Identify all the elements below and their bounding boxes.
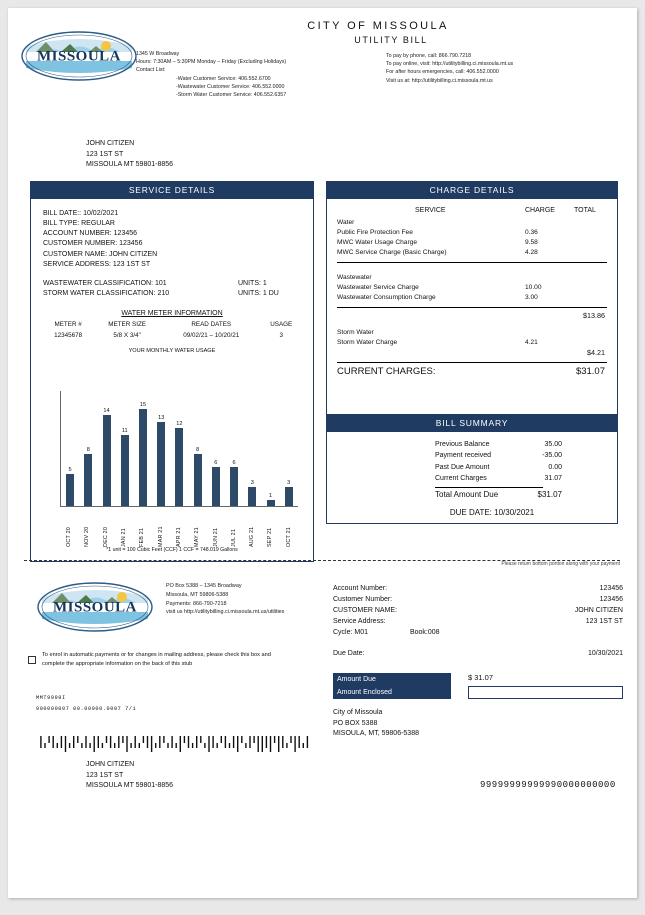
charge-row [337,238,607,248]
charge-row-amount: 3.00 [525,294,538,302]
customer-name-top: JOHN CITIZEN [86,140,135,147]
bill-summary-row [327,473,617,484]
chart-bar-column [153,391,170,506]
chart-bar [267,500,275,507]
bill-type: BILL TYPE: REGULAR [43,220,115,228]
charge-group-name: Storm Water [337,329,374,337]
service-address: SERVICE ADDRESS: 123 1ST ST [43,260,151,268]
chart-bar [66,474,74,507]
charge-row-label: MWC Service Charge (Basic Charge) [337,249,447,257]
chart-x-label: SEP 21 [267,527,274,547]
chart-bar [157,422,165,507]
chart-x-label: OCT 20 [66,527,73,547]
chart-x-label: JUN 21 [212,527,219,547]
amount-enclosed-label: Amount Enclosed [337,689,392,696]
amount-due-value: $ 31.07 [468,673,494,682]
chart-x-axis-labels [60,509,298,547]
missoula-logo [20,30,138,82]
charge-header-charge: CHARGE [525,207,555,214]
current-charges-value: $31.07 [575,366,605,378]
customer-street-bottom: 123 1ST ST [86,771,124,779]
wastewater-classification-label: WASTEWATER CLASSIFICATION: 101 [43,279,167,287]
chart-bar-value: 8 [196,447,200,453]
chart-bar-value: 1 [268,492,273,499]
service-details-body [30,199,314,562]
charge-row-label: Storm Water Charge [337,339,398,347]
account-number: ACCOUNT NUMBER: 123456 [43,230,138,238]
bill-summary-row [327,462,617,473]
charge-row [337,283,607,293]
stub-missoula-logo [36,581,154,633]
service-details-panel [30,181,314,562]
charge-details-panel [326,181,618,427]
bill-summary-row-label: Past Due Amount [435,463,490,471]
customer-address-top [86,139,173,171]
contact-water: -Water Customer Service: 406.552.6700 [176,75,271,82]
autopay-enrol-checkbox[interactable] [28,656,36,664]
visit-us: Visit us at: http://utilitybilling.ci.missoula.mt.us [386,77,493,84]
office-address: 1345 W Broadway [136,51,180,57]
meter-header-readdates: READ DATES [191,321,232,329]
meter-header-size: METER SIZE [108,321,147,329]
micr-line: 99999999999990000000000 [480,780,616,790]
charge-group-name: Water [337,219,355,226]
chart-note: *1 unit = 100 Cubic Feet (CCF) 1 CCF = 748.019 Gallons [106,547,238,553]
chart-bar [84,454,92,506]
charge-header-total: TOTAL [574,207,596,214]
chart-x-label: FEB 21 [139,527,146,547]
chart-title: YOUR MONTHLY WATER USAGE [128,348,216,355]
chart-bar [285,487,293,507]
svg-text:MISSOULA: MISSOULA [52,599,138,616]
charge-group-name: Wastewater [337,274,372,282]
chart-x-label: NOV 20 [84,526,91,547]
chart-bar-column [280,391,297,506]
charge-row-amount: 9.58 [525,239,538,247]
stub-visit-url: visit us http://utilitybilling.ci.missoula.mt.us/utilities [166,609,285,616]
postal-barcode [38,734,313,754]
tear-note: Please return bottom portion along with your payment [501,561,620,567]
current-charges-divider [337,362,607,363]
customer-address-bottom [86,760,173,792]
chart-bar-column [80,391,97,506]
stub-customer-name-label: CUSTOMER NAME: [333,606,398,614]
ocr-line-2: 900000007 00.00000.0007 7/1 [36,706,137,712]
title-block [248,20,508,45]
amount-enclosed-input[interactable] [468,686,623,699]
stub-service-address-label: Service Address: [333,617,386,625]
table-row [43,332,301,339]
bill-summary-row [327,450,617,461]
autopay-enrol-text: To enrol in automatic payments or for changes in mailing address, please check this box and complete the appropriate information on the back of this stub [42,652,271,667]
chart-bar-value: 11 [121,427,128,434]
meter-size-value: 5/8 X 3/4" [113,332,141,340]
charge-row [337,248,607,258]
chart-bar-column [189,391,206,506]
bill-summary-title: BILL SUMMARY [326,414,618,432]
bill-date: BILL DATE:: 10/02/2021 [43,210,119,217]
charge-group-subtotal-value: $4.21 [587,348,605,358]
chart-x-label: AUG 21 [249,526,256,547]
stub-account-info [333,584,623,657]
office-hours: Hours: 7:30AM – 5:30PM Monday – Friday (Excluding Holidays) [136,59,287,66]
stub-account-number-row [333,584,623,595]
chart-bar [212,467,220,506]
current-charges-label: CURRENT CHARGES: [337,366,436,378]
chart-bar [230,467,238,506]
chart-bar-value: 12 [176,421,183,427]
chart-x-label: MAR 21 [157,526,164,547]
current-charges-row [337,366,607,377]
charge-group-divider [337,262,607,263]
stub-customer-name-row [333,606,623,617]
stub-payments-phone: Payments: 866-790-7218 [166,600,227,607]
stormwater-units: UNITS: 1 DU [238,289,279,297]
chart-bar-value: 8 [86,447,90,453]
chart-bar-value: 13 [158,414,165,421]
bill-summary-panel [326,414,618,524]
payment-info [386,52,626,85]
stub-customer-number-value: 123456 [599,595,623,603]
chart-plot-area [60,391,298,507]
chart-bar-column [98,391,115,506]
stub-service-address-value: 123 1ST ST [585,617,623,625]
company-title: CITY OF MISSOULA [307,20,449,32]
total-amount-due-value: $31.07 [537,490,562,500]
charge-table-header [337,207,607,218]
charge-group-subtotal-value: $13.86 [583,311,605,321]
remit-po-box: PO BOX 5388 [333,719,378,727]
stub-due-date-row [333,650,623,657]
bill-summary-row-value: -35.00 [542,452,562,460]
chart-bar-value: 15 [139,401,147,408]
chart-x-label: JUL 21 [230,528,237,547]
bill-summary-body [326,432,618,524]
customer-number: CUSTOMER NUMBER: 123456 [43,240,143,248]
chart-bar-value: 6 [232,460,236,466]
stub-due-date-label: Due Date: [333,649,365,657]
meter-number-value: 12345678 [54,332,83,340]
ocr-line-1: MMT9999I [36,695,66,701]
contact-stormwater: -Storm Water Customer Service: 406.552.6357 [176,92,287,99]
chart-bar-value: 5 [68,466,72,473]
charge-header-service: SERVICE [415,207,446,214]
chart-bar-column [62,391,79,506]
bill-summary-row-label: Payment received [435,452,492,460]
remit-city-state-zip: MISOULA, MT, 59806-5388 [333,730,419,737]
stub-customer-number-label: Customer Number: [333,595,393,603]
chart-bar [121,435,129,507]
chart-bar [103,415,111,506]
bill-summary-row-value: 31.07 [544,474,562,482]
meter-readdates-value: 09/02/21 – 10/20/21 [183,332,240,340]
meter-usage-value: 3 [279,332,283,340]
pay-online: To pay online, visit: http://utilitybilling.ci.missoula.mt.us [386,61,514,68]
stub-account-number-label: Account Number: [333,585,388,592]
charge-row-amount: 10.00 [525,284,542,292]
customer-name-bottom: JOHN CITIZEN [86,761,135,768]
chart-bars [61,391,298,506]
charge-row-label: Public Fire Protection Fee [337,229,413,237]
svg-text:MISSOULA: MISSOULA [36,48,122,65]
total-amount-due-row [327,490,617,499]
chart-bar-value: 14 [103,408,110,414]
stormwater-classification [43,289,301,299]
stub-customer-number-row [333,595,623,606]
charge-row-amount: 4.28 [525,249,538,257]
total-amount-due-label: Total Amount Due [435,490,499,500]
charge-row-label: MWC Water Usage Charge [337,239,418,247]
stub-missoula-logo-icon [36,581,154,633]
chart-bar-value: 3 [287,479,291,486]
customer-citystatezip-top: MISSOULA MT 59801-8856 [86,161,174,168]
stub-cycle: Cycle: M01 [333,628,369,636]
charge-row-label: Wastewater Consumption Charge [337,294,436,302]
chart-bar [139,409,147,507]
chart-bar [248,487,256,507]
meter-table-header-row [43,321,301,332]
stub-account-number-value: 123456 [599,585,623,592]
charge-groups [337,218,607,358]
stub-due-date-value: 10/30/2021 [587,649,623,657]
chart-bar-column [226,391,243,506]
stub-customer-name-value: JOHN CITIZEN [574,606,623,614]
chart-bar [194,454,202,506]
stub-city-zip: Missoula, MT 59806-5388 [166,591,229,598]
charge-row-label: Wastewater Service Charge [337,284,419,292]
bill-summary-row-value: 35.00 [544,441,562,448]
chart-bar-column [207,391,224,506]
customer-street-top: 123 1ST ST [86,150,124,158]
chart-bar-column [262,391,279,506]
meter-table [43,321,301,339]
chart-bar-value: 3 [250,479,254,486]
charge-row-amount: 0.36 [525,229,538,237]
charge-group-subtotal [337,311,607,321]
stub-po-box: PO Box 5388 – 1345 Broadway [166,583,242,589]
bill-page [8,8,637,898]
missoula-logo-icon [20,30,138,82]
bill-summary-row-label: Previous Balance [435,441,490,448]
amount-due-label: Amount Due [337,676,376,683]
pay-by-phone: To pay by phone, call: 866.790.7218 [386,53,472,59]
chart-x-label: MAY 21 [194,527,201,547]
meter-section-title: WATER METER INFORMATION [121,310,223,318]
wastewater-classification [43,279,301,289]
bill-summary-row-value: 0.00 [548,463,562,471]
meter-header-usage: USAGE [270,321,293,329]
bill-summary-divider [435,487,543,488]
charge-row-amount: 4.21 [525,339,538,347]
chart-bar-column [134,391,151,506]
meter-header-number: METER # [54,321,82,329]
charge-row [337,293,607,303]
amount-labels [333,673,451,699]
due-date: DUE DATE: 10/30/2021 [449,508,535,518]
charge-group-divider [337,307,607,308]
office-info [136,50,366,99]
chart-bar [175,428,183,506]
charge-row [337,228,607,238]
remit-to-address [333,708,419,740]
service-details-title: SERVICE DETAILS [30,181,314,199]
document-title: UTILITY BILL [354,35,428,45]
chart-x-label: DEC 20 [102,526,109,547]
bill-summary-row-label: Current Charges [435,474,487,482]
chart-bar-column [116,391,133,506]
chart-bar-column [171,391,188,506]
amount-due-block [333,673,623,699]
stub-book: Book:008 [409,628,440,636]
bill-summary-row [327,439,617,450]
bill-header [8,8,637,123]
charge-details-body [326,199,618,427]
chart-bar-value: 6 [214,460,218,466]
bill-summary-rows [327,439,617,484]
water-usage-chart [43,391,301,551]
remit-name: City of Missoula [333,709,383,716]
stub-service-address-row [333,617,623,628]
customer-name: CUSTOMER NAME: JOHN CITIZEN [43,250,158,258]
after-hours: For after hours emergencies, call: 406.552.0000 [386,69,499,76]
chart-x-label: OCT 21 [285,527,292,547]
stormwater-classification-label: STORM WATER CLASSIFICATION: 210 [43,289,170,297]
charge-row [337,338,607,348]
wastewater-units: UNITS: 1 [238,279,267,287]
customer-citystatezip-bottom: MISSOULA MT 59801-8856 [86,782,174,789]
chart-x-label: APR 21 [175,527,182,547]
contact-list-label: Contact List: [136,67,166,74]
chart-bar-column [244,391,261,506]
stub-cycle-row [333,628,623,639]
charge-details-title: CHARGE DETAILS [326,181,618,199]
chart-x-label: JAN 21 [121,528,128,547]
stub-remit-address [166,582,284,617]
contact-wastewater: -Wastewater Customer Service: 406.552.0000 [176,83,285,90]
charge-group-subtotal [337,348,607,358]
